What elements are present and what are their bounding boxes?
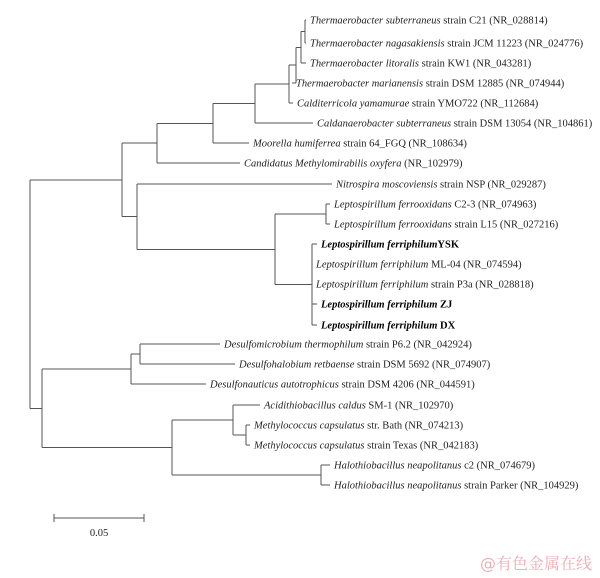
strain-accession: C2-3 (NR_074963) — [451, 199, 537, 211]
leaf-label-t8 — [244, 159, 463, 170]
strain-accession: strain DSM 13054 (NR_104861) — [451, 118, 593, 130]
strain-accession: (NR_102979) — [401, 158, 463, 170]
strain-accession: strain 64_FGQ (NR_108634) — [340, 138, 467, 150]
leaf-label-t4 — [296, 79, 565, 90]
leaf-label-t3 — [310, 59, 532, 70]
strain-accession: strain KW1 (NR_043281) — [418, 58, 532, 70]
species-name: Moorella humiferrea — [253, 138, 341, 150]
species-name: Leptospirillum ferriphilum — [321, 239, 438, 251]
strain-accession: SM-1 (NR_102970) — [365, 400, 454, 412]
species-name: Leptospirillum ferrooxidans — [334, 219, 452, 231]
leaf-label-t14 — [315, 280, 534, 291]
leaf-label-t18 — [238, 360, 491, 371]
species-name: Methylococcus capsulatus — [254, 440, 365, 452]
strain-accession: ML-04 (NR_074594) — [428, 259, 522, 271]
species-name: Candidatus Methylomirabilis oxyfera — [244, 158, 402, 170]
tree-branches — [30, 20, 333, 485]
species-name: Thermaerobacter marianensis — [296, 78, 424, 90]
leaf-label-t11 — [333, 220, 559, 231]
leaf-label-t15 — [320, 300, 452, 311]
leaf-label-t12 — [320, 240, 460, 251]
strain-accession: strain L15 (NR_027216) — [451, 219, 559, 231]
species-name: Halothiobacillus neapolitanus — [334, 480, 462, 492]
strain-accession: strain JCM 11223 (NR_024776) — [444, 38, 584, 50]
scale-bar-label: 0.05 — [89, 528, 109, 539]
leaf-label-t17 — [223, 340, 472, 351]
strain-accession: ZJ — [437, 299, 453, 311]
species-name: Desulfomicrobium thermophilum — [224, 339, 364, 351]
species-name: Calditerricola yamamurae — [297, 98, 410, 110]
strain-accession: DX — [437, 320, 456, 332]
species-name: Leptospirillum ferriphilum — [321, 299, 438, 311]
species-name: Methylococcus capsulatus — [254, 420, 365, 432]
strain-accession: strain Texas (NR_042183) — [364, 440, 479, 452]
strain-accession: strain DSM 12885 (NR_074944) — [423, 78, 565, 90]
strain-accession: YSK — [437, 239, 459, 251]
strain-accession: strain C21 (NR_028814) — [440, 15, 548, 27]
strain-accession: strain YMO722 (NR_112684) — [409, 98, 539, 110]
strain-accession: strain Parker (NR_104929) — [461, 480, 579, 492]
leaf-label-t6 — [317, 119, 593, 130]
leaf-label-t10 — [333, 200, 537, 211]
species-name: Desulfonauticus autotrophicus — [210, 379, 339, 391]
leaf-label-t20 — [263, 401, 454, 412]
species-name: Thermaerobacter litoralis — [310, 58, 419, 70]
species-name: Desulfohalobium retbaense — [239, 359, 355, 371]
species-name: Thermaerobacter subterraneus — [310, 15, 441, 27]
strain-accession: strain NSP (NR_029287) — [437, 179, 546, 191]
strain-accession: strain DSM 4206 (NR_044591) — [338, 379, 475, 391]
species-name: Acidithiobacillus caldus — [264, 400, 366, 412]
leaf-label-t5 — [297, 99, 539, 110]
leaf-label-t24 — [333, 481, 579, 492]
species-name: Leptospirillum ferrooxidans — [334, 199, 452, 211]
leaf-label-t13 — [315, 260, 522, 271]
leaf-label-t21 — [253, 421, 464, 432]
strain-accession: c2 (NR_074679) — [461, 460, 535, 472]
strain-accession: strain P6.2 (NR_042924) — [363, 339, 472, 351]
leaf-label-t23 — [333, 461, 535, 472]
strain-accession: strain DSM 5692 (NR_074907) — [354, 359, 491, 371]
leaf-labels — [209, 16, 593, 492]
strain-accession: str. Bath (NR_074213) — [364, 420, 464, 432]
species-name: Nitrospira moscoviensis — [336, 179, 438, 191]
scale-bar — [54, 514, 144, 539]
species-name: Leptospirillum ferriphilum — [321, 320, 438, 332]
leaf-label-t1 — [310, 16, 548, 27]
species-name: Thermaerobacter nagasakiensis — [310, 38, 445, 50]
leaf-label-t2 — [310, 39, 584, 50]
leaf-label-t7 — [252, 139, 467, 150]
leaf-label-t22 — [253, 441, 479, 452]
species-name: Caldanaerobacter subterraneus — [317, 118, 452, 130]
strain-accession: strain P3a (NR_028818) — [428, 279, 534, 291]
leaf-label-t9 — [335, 180, 546, 191]
species-name: Leptospirillum ferriphilum — [316, 259, 429, 271]
leaf-label-t19 — [209, 380, 475, 391]
species-name: Leptospirillum ferriphilum — [316, 279, 429, 291]
watermark-text: @有色金属在线 — [479, 554, 592, 573]
species-name: Halothiobacillus neapolitanus — [334, 460, 462, 472]
leaf-label-t16 — [320, 321, 456, 332]
